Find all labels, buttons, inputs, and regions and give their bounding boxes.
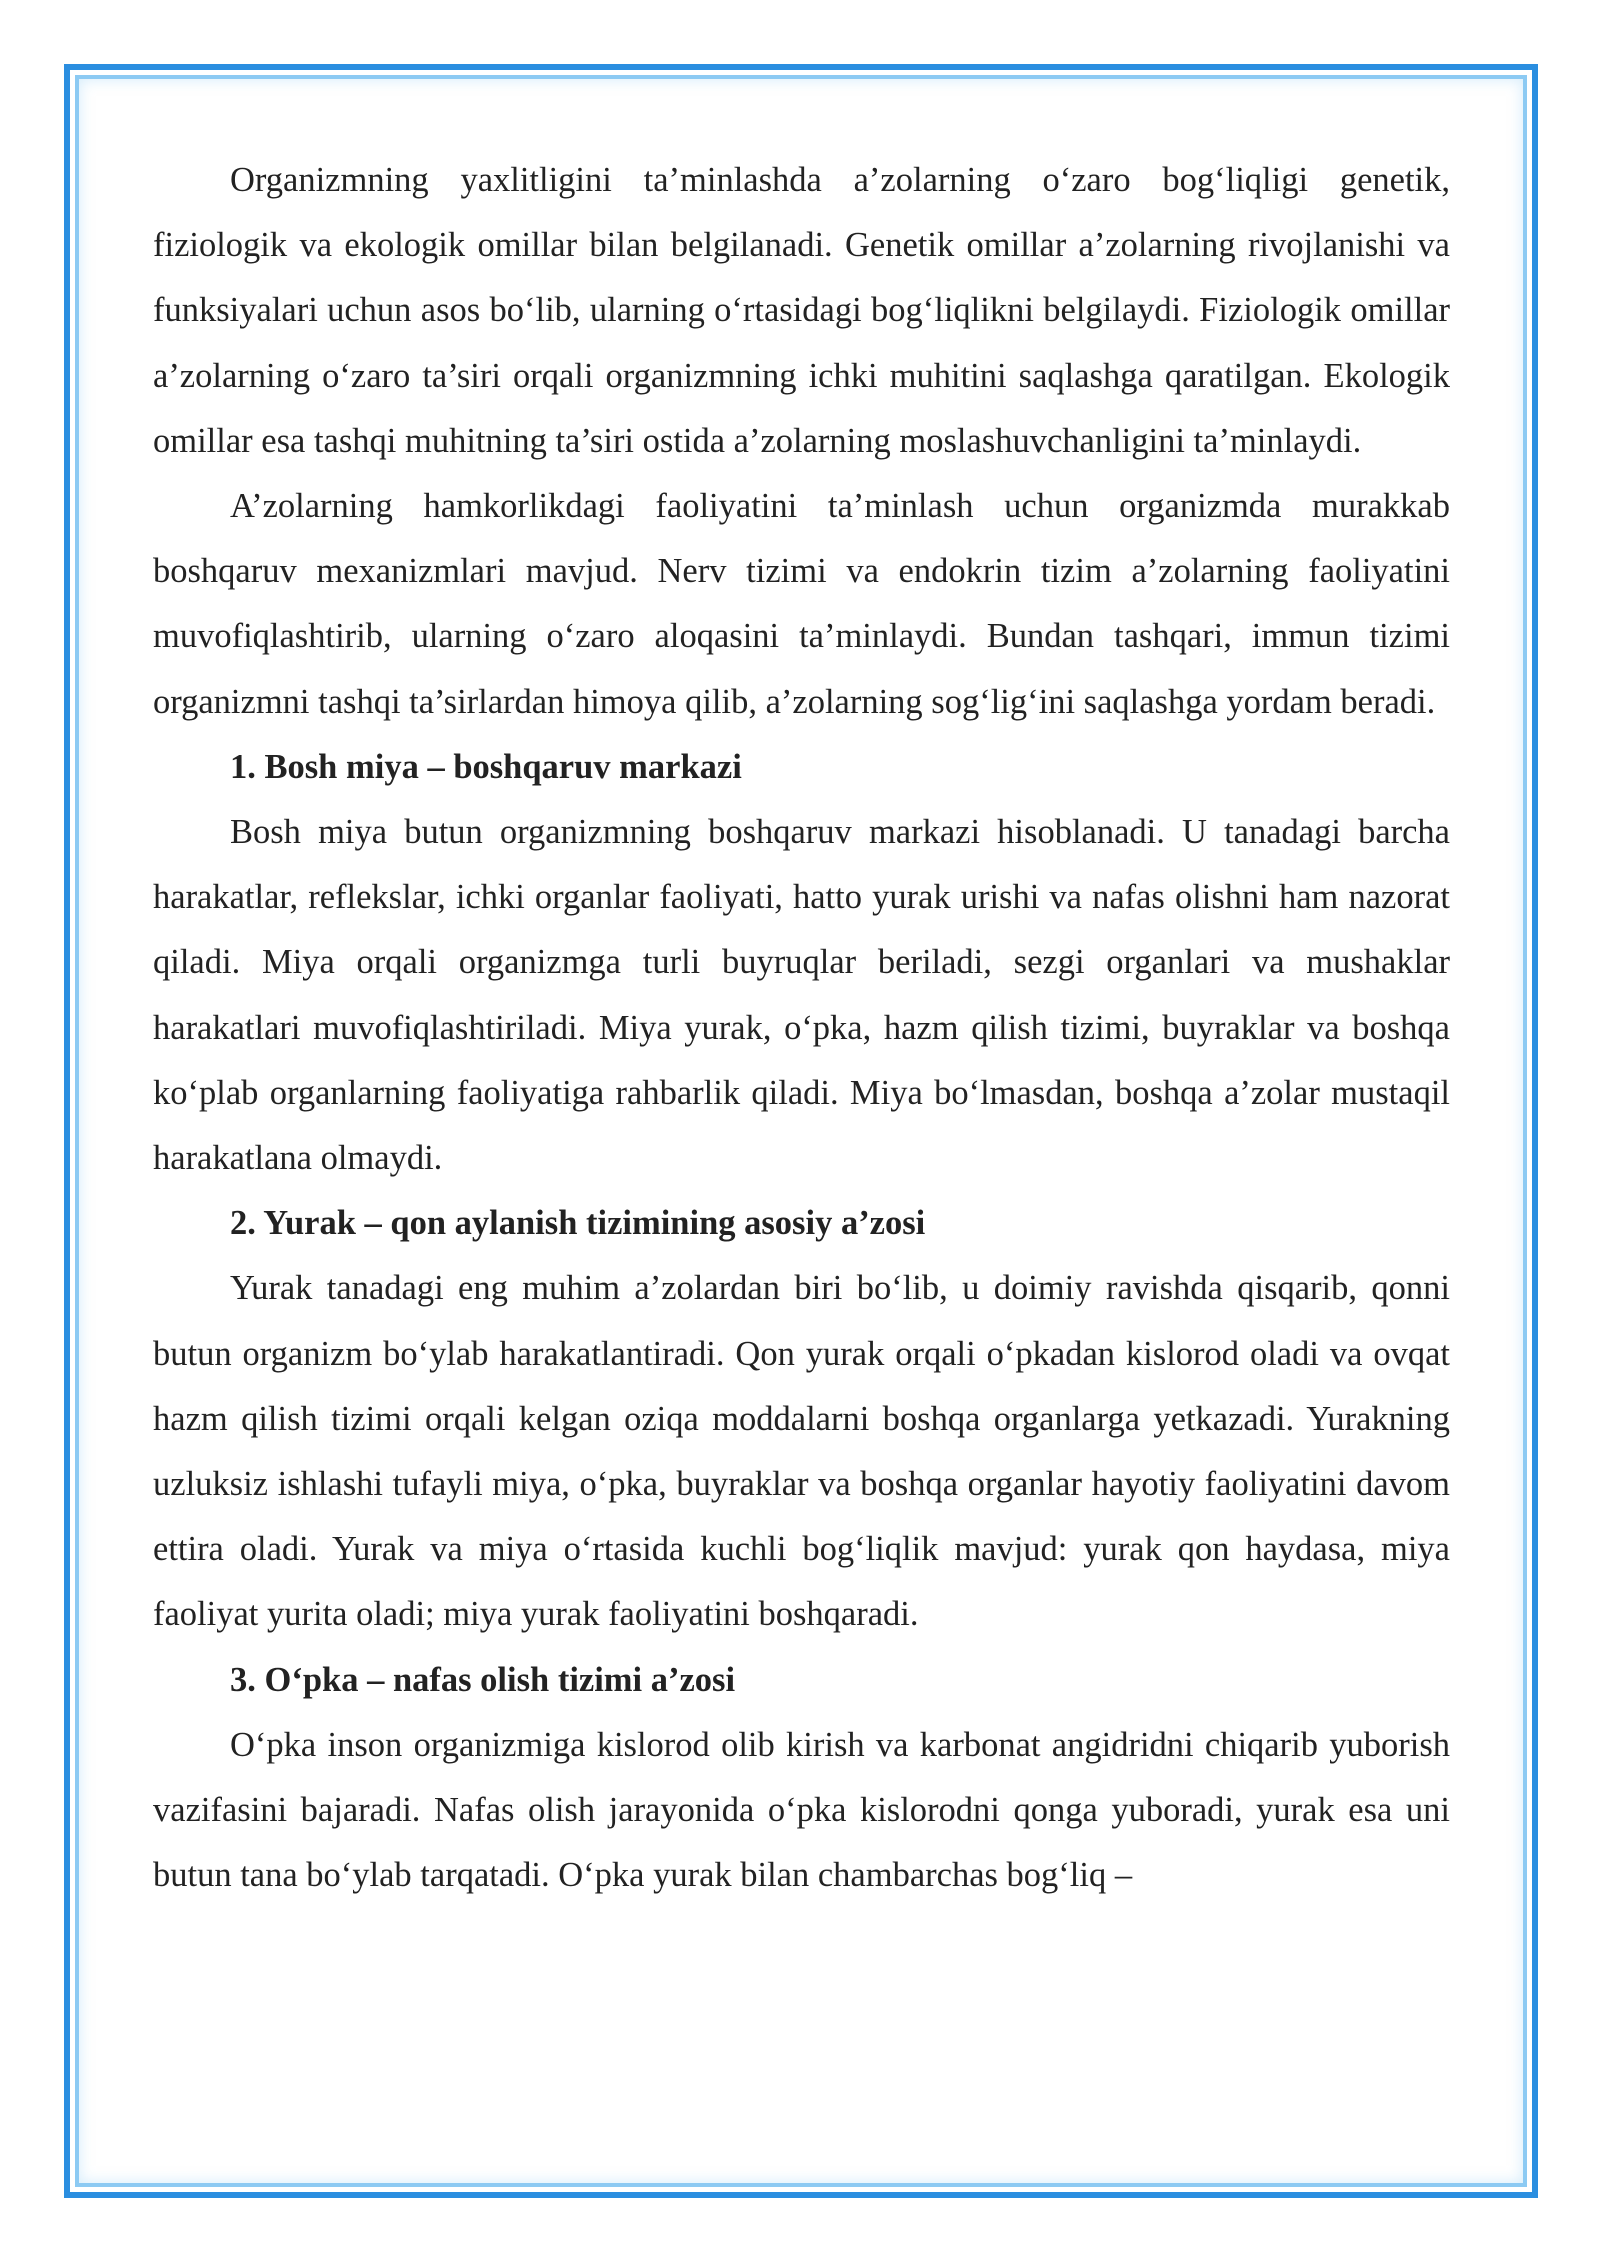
paragraph-genetic-factors: Organizmning yaxlitligini ta’minlashda a’zolarning o‘zaro bog‘liqligi genetik, fiziologik va ekologik omillar bilan belgilanadi. Genetik omillar a’zolarning rivojlanishi va funksiyalari uchun asos bo‘lib, ularning o‘rtasidagi bog‘liqlikni belgilaydi. Fiziologik omillar a’zolarning o‘zaro ta’siri orqali organizmning ichki muhitini saqlashga qaratilgan. Ekologik omillar esa tashqi muhitning ta’siri ostida a’zolarning moslashuvchanligini ta’minlaydi. (153, 161, 1450, 460)
paragraph-control-mechanisms: A’zolarning hamkorlikdagi faoliyatini ta’minlash uchun organizmda murakkab boshqaruv mexanizmlari mavjud. Nerv tizimi va endokrin tizim a’zolarning faoliyatini muvofiqlashtirib, ularning o‘zaro aloqasini ta’minlaydi. Bundan tashqari, immun tizimi organizmni tashqi ta’sirlardan himoya qilib, a’zolarning sog‘lig‘ini saqlashga yordam beradi. (153, 487, 1450, 721)
heading-lungs: 3. O‘pka – nafas olish tizimi a’zosi (230, 1660, 736, 1699)
paragraph-lungs: O‘pka inson organizmiga kislorod olib kirish va karbonat angidridni chiqarib yuborish vazifasini bajaradi. Nafas olish jarayonida o‘pka kislorodni qonga yuboradi, yurak esa uni butun tana bo‘ylab tarqatadi. O‘pka yurak bilan chambarchas bog‘liq – (153, 1725, 1450, 1895)
paragraph-heart: Yurak tanadagi eng muhim a’zolardan biri bo‘lib, u doimiy ravishda qisqarib, qonni butun organizm bo‘ylab harakatlantiradi. Qon yurak orqali o‘pkadan kislorod oladi va ovqat hazm qilish tizimi orqali kelgan oziqa moddalarni boshqa organlarga yetkazadi. Yurakning uzluksiz ishlashi tufayli miya, o‘pka, buyraklar va boshqa organlar hayotiy faoliyatini davom ettira oladi. Yurak va miya o‘rtasida kuchli bog‘liqlik mavjud: yurak qon haydasa, miya faoliyat yurita oladi; miya yurak faoliyatini boshqaradi. (153, 1269, 1450, 1634)
document-body (153, 148, 1450, 1908)
heading-heart: 2. Yurak – qon aylanish tizimining asosiy a’zosi (230, 1204, 926, 1243)
heading-brain: 1. Bosh miya – boshqaruv markazi (230, 747, 742, 786)
paragraph-brain: Bosh miya butun organizmning boshqaruv markazi hisoblanadi. U tanadagi barcha harakatlar, reflekslar, ichki organlar faoliyati, hatto yurak urishi va nafas olishni ham nazorat qiladi. Miya orqali organizmga turli buyruqlar beriladi, sezgi organlari va mushaklar harakatlari muvofiqlashtiriladi. Miya yurak, o‘pka, hazm qilish tizimi, buyraklar va boshqa ko‘plab organlarning faoliyatiga rahbarlik qiladi. Miya bo‘lmasdan, boshqa a’zolar mustaqil harakatlana olmaydi. (153, 813, 1450, 1178)
